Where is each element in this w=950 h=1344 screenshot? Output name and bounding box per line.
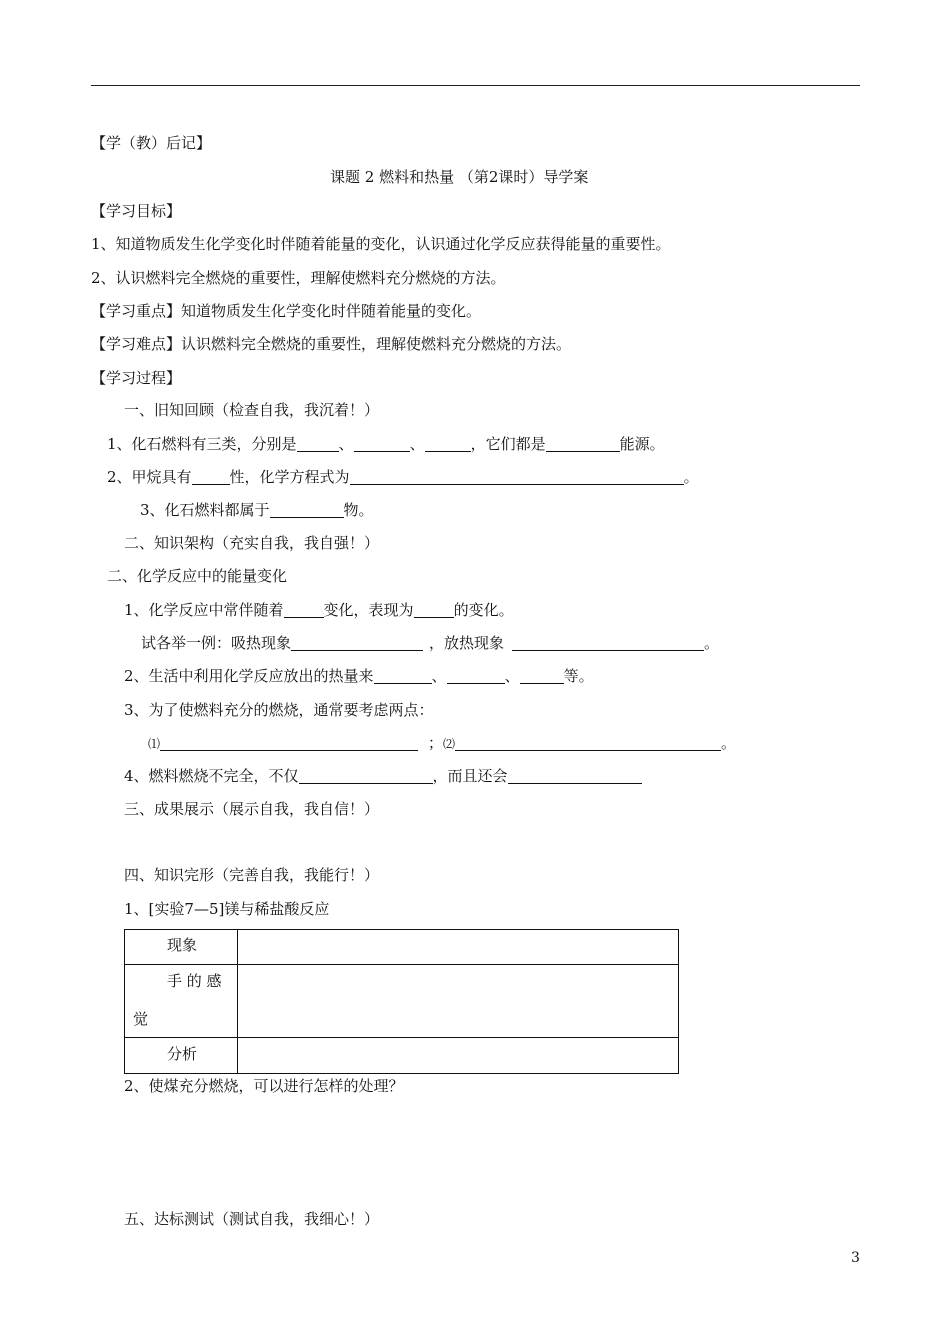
framework-q2	[124, 666, 594, 686]
framework-q1-mid: 变化，表现为	[323, 601, 414, 619]
experiment-title: 1、[实验7—5]镁与稀盐酸反应	[124, 900, 330, 918]
answer-cell[interactable]	[238, 965, 679, 1038]
answer-blank[interactable]	[414, 602, 454, 618]
separator: 、	[338, 435, 354, 453]
framework-q4-mid: ，而且还会	[432, 767, 508, 785]
framework-heading: 二、知识架构（充实自我，我自强！）	[124, 534, 380, 552]
review-q1	[107, 434, 665, 454]
review-heading: 一、旧知回顾（检查自我，我沉着！）	[124, 401, 380, 419]
framework-q3: 3、为了使燃料充分的燃烧，通常要考虑两点：	[124, 701, 434, 719]
review-q3	[140, 500, 374, 520]
answer-cell[interactable]	[238, 930, 679, 965]
answer-blank[interactable]	[192, 469, 230, 485]
framework-q1-suffix: 的变化。	[453, 601, 514, 619]
example-suffix: 。	[704, 634, 720, 652]
answer-blank[interactable]	[455, 735, 721, 751]
framework-q3-items	[148, 733, 736, 754]
answer-blank[interactable]	[354, 436, 410, 452]
page-number: 3	[851, 1250, 860, 1266]
results-heading: 三、成果展示（展示自我，我自信！）	[124, 800, 380, 818]
review-q2-suffix: 。	[683, 468, 699, 486]
table-row	[125, 930, 679, 965]
row-label-phenomenon: 现象	[167, 936, 198, 954]
table-row	[125, 965, 679, 1038]
complete-q2: 2、使煤充分燃烧，可以进行怎样的处理？	[124, 1077, 404, 1095]
answer-cell[interactable]	[238, 1038, 679, 1074]
example-prefix: 试各举一例：吸热现象	[141, 634, 292, 652]
answer-blank[interactable]	[160, 735, 418, 751]
page-title: 课题 2 燃料和热量 （第2课时）导学案	[330, 168, 589, 186]
separator: 、	[504, 667, 520, 685]
row-label-feeling: 手 的 感	[167, 972, 222, 990]
answer-blank[interactable]	[291, 635, 423, 651]
answer-blank[interactable]	[284, 602, 324, 618]
separator: 、	[409, 435, 425, 453]
header-rule	[91, 85, 860, 86]
q3-items-suffix: 。	[721, 734, 737, 752]
review-q1-mid: ，它们都是	[470, 435, 546, 453]
review-q2-mid: 性，化学方程式为	[229, 468, 350, 486]
review-q2-prefix: 2、甲烷具有	[107, 468, 192, 486]
notes-heading: 【学（教）后记】	[91, 134, 212, 152]
framework-q1-prefix: 1、化学反应中常伴随着	[124, 601, 284, 619]
experiment-table	[124, 929, 679, 1074]
review-q3-suffix: 物。	[343, 501, 374, 519]
framework-subheading: 二、化学反应中的能量变化	[107, 567, 288, 585]
difficulty: 【学习难点】认识燃料完全燃烧的重要性，理解使燃料充分燃烧的方法。	[91, 335, 572, 353]
answer-blank[interactable]	[512, 635, 704, 651]
answer-blank[interactable]	[299, 768, 433, 784]
framework-example	[141, 633, 719, 653]
answer-blank[interactable]	[297, 436, 339, 452]
separator: 、	[431, 667, 447, 685]
answer-blank[interactable]	[447, 668, 505, 684]
objective-2: 2、认识燃料完全燃烧的重要性，理解使燃料充分燃烧的方法。	[91, 269, 506, 287]
table-row	[125, 1038, 679, 1074]
test-heading: 五、达标测试（测试自我，我细心！）	[124, 1210, 380, 1228]
framework-q4	[124, 766, 642, 786]
framework-q2-prefix: 2、生活中利用化学反应放出的热量来	[124, 667, 374, 685]
table-label-cell	[125, 965, 238, 1038]
review-q2	[107, 467, 699, 487]
process-heading: 【学习过程】	[91, 369, 182, 387]
complete-heading: 四、知识完形（完善自我，我能行！）	[124, 866, 380, 884]
table-label-cell	[125, 1038, 238, 1074]
separator: ；	[428, 734, 444, 752]
key-point: 【学习重点】知道物质发生化学变化时伴随着能量的变化。	[91, 302, 482, 320]
framework-q1	[124, 600, 514, 620]
answer-blank[interactable]	[374, 668, 432, 684]
review-q1-prefix: 1、化石燃料有三类，分别是	[107, 435, 297, 453]
answer-blank[interactable]	[546, 436, 620, 452]
row-label-analysis: 分析	[167, 1045, 198, 1063]
objectives-heading: 【学习目标】	[91, 202, 182, 220]
objective-1: 1、知道物质发生化学变化时伴随着能量的变化，认识通过化学反应获得能量的重要性。	[91, 235, 671, 253]
row-label-feeling-cont: 觉	[133, 1010, 149, 1028]
answer-blank[interactable]	[520, 668, 564, 684]
review-q1-suffix: 能源。	[619, 435, 665, 453]
answer-blank[interactable]	[425, 436, 471, 452]
item-number-1: ⑴	[148, 737, 161, 751]
review-q3-prefix: 3、化石燃料都属于	[140, 501, 270, 519]
answer-blank[interactable]	[508, 768, 642, 784]
table-label-cell	[125, 930, 238, 965]
answer-blank[interactable]	[350, 469, 684, 485]
example-mid: ，放热现象	[429, 634, 505, 652]
item-number-2: ⑵	[443, 737, 456, 751]
framework-q4-prefix: 4、燃料燃烧不完全，不仅	[124, 767, 299, 785]
answer-blank[interactable]	[270, 502, 344, 518]
framework-q2-suffix: 等。	[563, 667, 594, 685]
